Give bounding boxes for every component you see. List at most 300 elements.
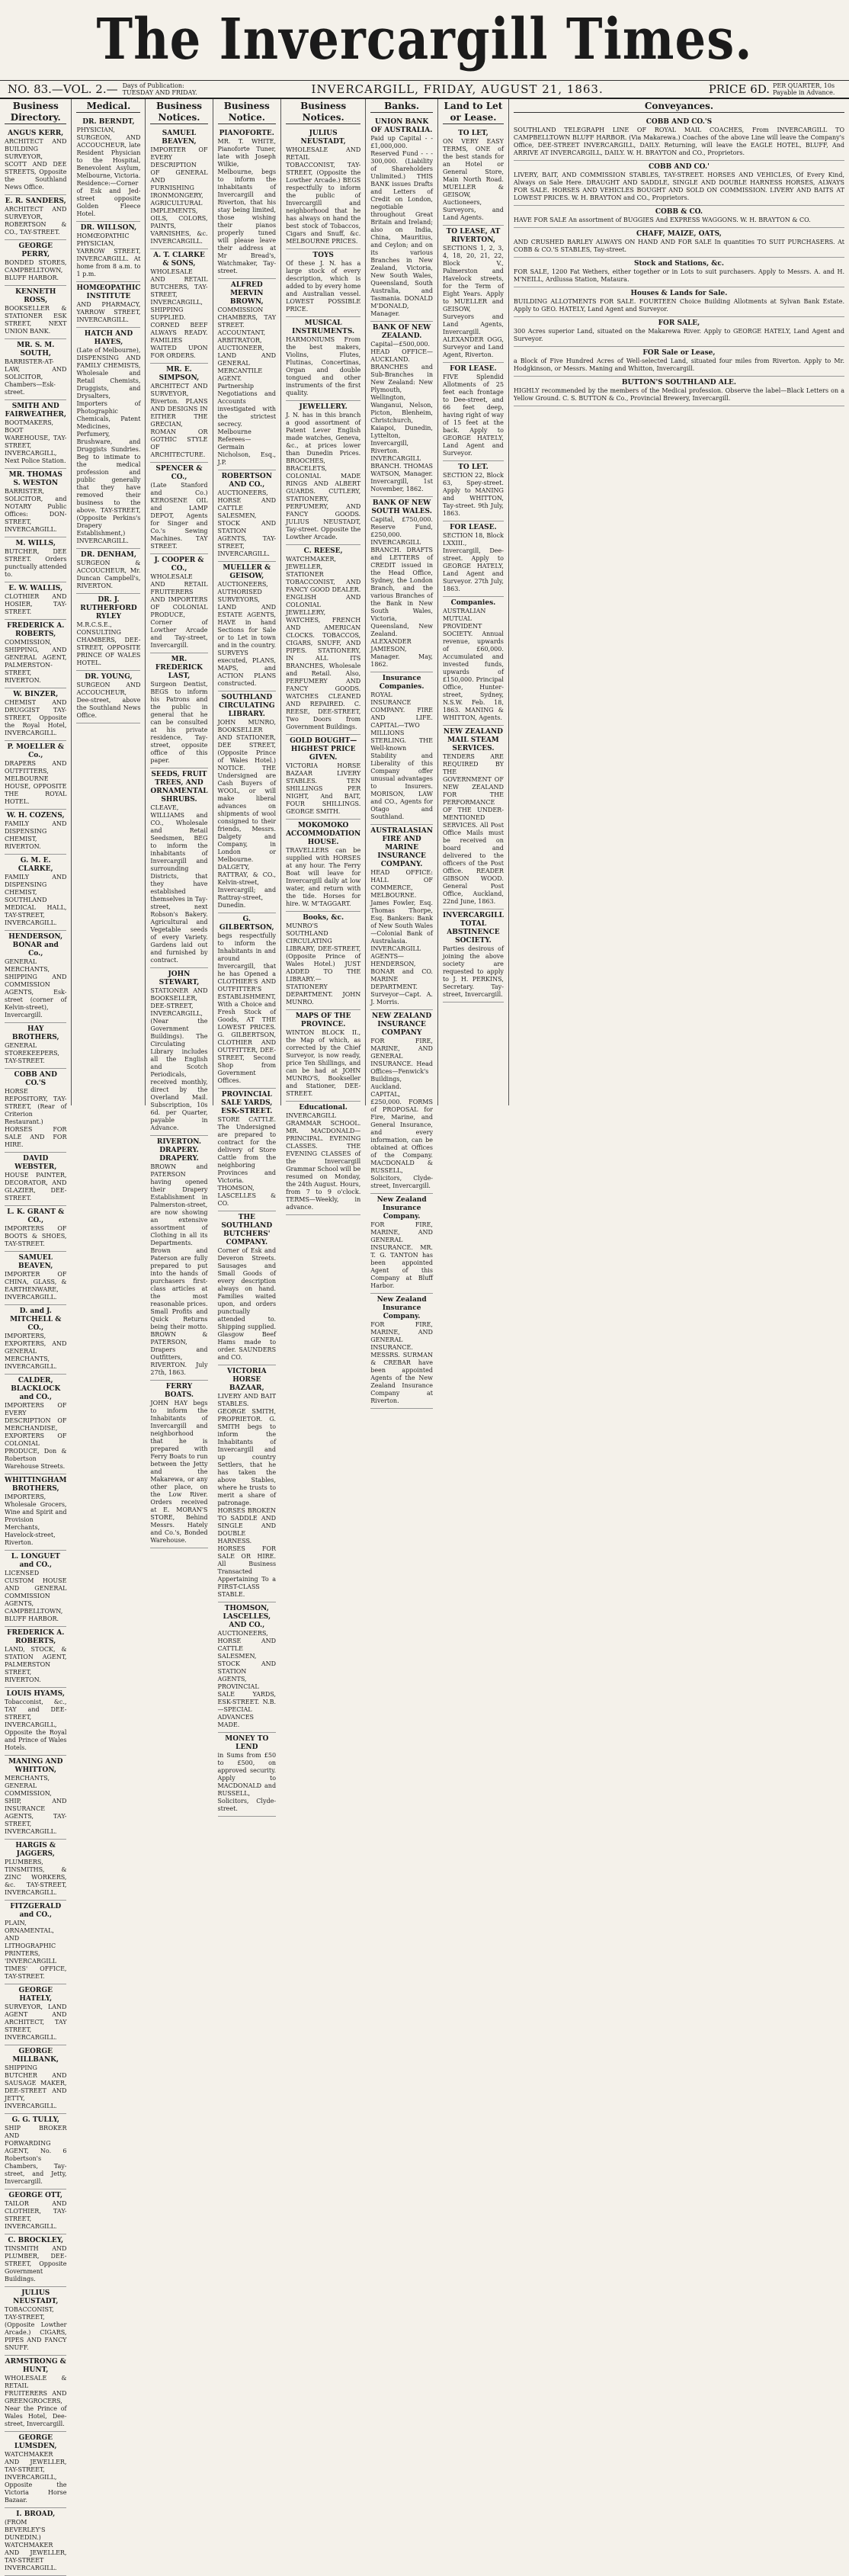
advertisement-title: E. R. SANDERS, bbox=[5, 197, 66, 205]
advertisement bbox=[443, 226, 504, 363]
advertisement-title: FITZGERALD and CO., bbox=[10, 1903, 62, 1919]
advertisement bbox=[5, 2189, 66, 2234]
advertisement bbox=[514, 206, 844, 228]
advertisement-body: BONDED STORES, CAMPBELLTOWN, BLUFF HARBOR. bbox=[5, 259, 67, 281]
advertisement bbox=[5, 1023, 66, 1069]
advertisement-body: HIGHLY recommended by the members of the Medical profession. Observe the label—Black Letters on a Yellow Ground. C. S. BUTTON & Co., Provincial Brewery, Invercargill. bbox=[513, 387, 844, 402]
advertisement-body: SHIPPING BUTCHER AND SAUSAGE MAKER, DEE-STREET AND JETTY, INVERCARGILL. bbox=[5, 2064, 67, 2109]
price: PRICE 6D. bbox=[708, 82, 770, 96]
advertisement bbox=[218, 1089, 277, 1211]
advertisement-title: DAVID WEBSTER, bbox=[14, 1155, 57, 1171]
advertisement bbox=[218, 1602, 277, 1733]
advertisement-title: INVERCARGILL TOTAL ABSTINENCE SOCIETY. bbox=[442, 912, 504, 945]
advertisement-title: DR. WILLSON, bbox=[80, 224, 137, 232]
advertisement-title: COBB AND CO.'S bbox=[646, 118, 713, 126]
advertisement-title: A. T. CLARKE & SONS, bbox=[153, 252, 205, 268]
column-6 bbox=[366, 99, 438, 1404]
advertisement-body: IMPORTERS, Wholesale Grocers, Wine and Spirit and Provision Merchants, Havelock-street, Riverton. bbox=[5, 1493, 67, 1546]
advertisement bbox=[5, 2508, 66, 2576]
advertisement bbox=[286, 735, 360, 820]
advertisement bbox=[286, 1102, 360, 1215]
advertisement bbox=[5, 2287, 66, 2356]
advertisement-body: TENDERS ARE REQUIRED BY THE GOVERNMENT OF NEW ZEALAND FOR THE PERFORMANCE OF THE UNDER-MENTIONED SERVICES. All Post Office Mails must be received on board and delivered to the officers of the Post Office. READER GIBSON WOOD. General Post Office, Auckland, 22nd June, 1863. bbox=[442, 753, 504, 905]
advertisement bbox=[150, 653, 207, 768]
advertisement-body: Corner of Esk and Deveron Streets. Sausages and Small Goods of every description always on hand. Families waited upon, and orders punctually attended to. Shipping supplied. Glasgow Beef Hams made to order. SAUNDERS and CO. bbox=[217, 1247, 277, 1361]
advertisement-body: MR. T. WHITE, Pianoforte Tuner, late with Joseph Wilkie, Melbourne, begs to inform the inhabitants of Invercargill and Riverton, that his stay being limited, those wishing their pianos properly tuned will please leave their address at Mr Bread's, Watchmaker, Tay-street. bbox=[217, 138, 277, 274]
advertisement-body: IMPORTER OF EVERY DESCRIPTION OF GENERAL AND FURNISHING IRONMONGERY, AGRICULTURAL IMPLEMENTS, OILS, COLORS, PAINTS, VARNISHES, &c. INVERCARGILL. bbox=[150, 146, 208, 245]
advertisement-body: BARRISTER-AT-LAW, AND SOLICITOR, Chambers—Esk-street. bbox=[5, 358, 67, 396]
advertisement bbox=[5, 1984, 66, 2045]
advertisement-title: New Zealand Insurance Company. bbox=[376, 1196, 427, 1221]
advertisement-title: COBB & CO. bbox=[655, 208, 703, 216]
advertisement-title: ROBERTSON AND CO., bbox=[221, 473, 272, 489]
advertisement bbox=[286, 1010, 360, 1102]
advertisement-body: Capital—£500,000. HEAD OFFICE—AUCKLAND. BRANCHES and Sub-Branches in New Zealand: New Plymouth, Wellington, Wanganui, Nelson, Picton, Blenheim, Christchurch, Kaiapoi, Dunedin, Lyttelton, Invercargill, Riverton. INVERCARGILL BRANCH. THOMAS WATSON, Manager. Invercargill, 1st November, 1862. bbox=[370, 341, 433, 492]
advertisement-body: WHOLESALE & RETAIL FRUITERERS AND GREENGROCERS, Near the Prince of Wales Hotel, Dee-street, Invercargill. bbox=[5, 2375, 67, 2427]
advertisement bbox=[370, 1194, 433, 1294]
advertisement-body: begs respectfully to inform the Inhabitants in and around Invercargill, that he has Opened a CLOTHIER'S AND OUTFITTER'S ESTABLISHMENT, With a Choice and Fresh Stock of Goods, AT THE LOWEST PRICES. G. GILBERTSON, CLOTHIER AND OUTFITTER, DEE-STREET, Second Shop from Government Offices. bbox=[217, 932, 277, 1084]
advertisement-body: SURGEON AND ACCOUCHEUR, Dee-street, above the Southland News Office. bbox=[76, 682, 141, 719]
advertisement bbox=[5, 1756, 66, 1840]
advertisement-body: ROYAL INSURANCE COMPANY. FIRE AND LIFE. CAPITAL—TWO MILLIONS STERLING. THE Well-known Stability and Liberality of this Company offer unusual advantages to Insurers. MORISON, LAW and CO., Agents for Otago and Southland. bbox=[370, 691, 433, 820]
advertisement-body: LIVERY, BAIT, AND COMMISSION STABLES, TAY-STREET. HORSES AND VEHICLES, Of Every Kind, Always on Sale Here. DRAUGHT AND SADDLE, SINGLE AND DOUBLE HARNESS HORSES, ALWAYS FOR SALE. HORSES AND VEHICLES BOUGHT AND SOLD ON COMMISSION. LIVERY AND BAITS AT LOWEST PRICES. W. H. BRAYTON and CO., Proprietors. bbox=[513, 172, 844, 201]
advertisement bbox=[5, 855, 66, 931]
advertisement-title: DR. YOUNG, bbox=[85, 673, 133, 681]
advertisement-title: FOR Sale or Lease, bbox=[642, 349, 716, 357]
newspaper-title: The Invercargill Times. bbox=[96, 7, 753, 73]
advertisement-body: FOR FIRE, MARINE, AND GENERAL INSURANCE. Head Offices—Fenwick's Buildings, Auckland. CAPITAL, £250,000. FORMS of PROPOSAL for Fire, Marine, and General Insurance, and every information, can be obtained at Offices of the Company. MACDONALD & RUSSELL, Solicitors, Clyde-street, Invercargill. bbox=[370, 1038, 433, 1189]
advertisement-title: MONEY TO LEND bbox=[225, 1735, 269, 1751]
advertisement-title: BANK OF NEW ZEALAND. bbox=[372, 324, 431, 340]
advertisement-body: AUCTIONEERS, HORSE AND CATTLE SALESMEN, STOCK AND STATION AGENTS, TAY-STREET, INVERCARGILL. bbox=[217, 489, 277, 557]
advertisement-body: WATCHMAKER AND JEWELLER, TAY-STREET, INVERCARGILL, Opposite the Victoria Horse Bazaar. bbox=[5, 2451, 67, 2504]
advertisement-title: AUSTRALASIAN FIRE AND MARINE INSURANCE COMPANY. bbox=[370, 827, 433, 868]
advertisement-title: FREDERICK A. ROBERTS, bbox=[7, 622, 65, 638]
advertisement bbox=[5, 741, 66, 810]
advertisement bbox=[5, 469, 66, 537]
advertisement bbox=[514, 228, 844, 258]
advertisement-title: SAMUEL BEAVEN, bbox=[18, 1254, 53, 1270]
advertisement-title: G. G. TULLY, bbox=[11, 2116, 59, 2124]
advertisement bbox=[514, 258, 844, 287]
advertisement-title: MR. E. SIMPSON, bbox=[159, 366, 200, 382]
advertisement-body: CLOTHIER AND HOSIER, TAY-STREET. bbox=[5, 593, 67, 615]
advertisement bbox=[443, 461, 504, 521]
advertisement-body: WATCHMAKER, JEWELLER, STATIONER TOBACCONIST, AND FANCY GOOD DEALER. ENGLISH AND COLONIAL JEWELLERY, WATCHES, FRENCH AND AMERICAN CLOCKS. TOBACCOS, CIGARS, SNUFF, AND PIPES. STATIONERY, IN ALL ITS BRANCHES, Wholesale and Retail. Also, PERFUMERY AND FANCY GOODS. WATCHES CLEANED AND REPAIRED. C. REESE, DEE-STREET, Two Doors from Government Buildings. bbox=[286, 556, 361, 730]
advertisement-body: BARRISTER, SOLICITOR, and NOTARY Public Offices: DON-STREET, INVERCARGILL. bbox=[5, 488, 67, 533]
advertisement-body: Paid up Capital - - £1,000,000. Reserved Fund - - - 300,000. (Liability of Shareholders Unlimited.) THIS BANK issues Drafts and Letters of Credit on London, negotiable throughout Great Britain and Ireland; also on India, China, Mauritius, and Ceylon; and on its various Branches in New Zealand, Victoria, New South Wales, Queensland, South Australia, and Tasmania. DONALD M'DONALD, Manager. bbox=[370, 135, 433, 317]
advertisement bbox=[5, 2114, 66, 2189]
advertisement-body: (Late Stanford and Co.) KEROSENE OIL and LAMP DEPOT, Agents for Singer and Co.'s Sewing Machines. TAY STREET. bbox=[150, 482, 208, 550]
advertisement bbox=[150, 364, 207, 463]
advertisement bbox=[76, 671, 140, 723]
advertisement-body: TOBACCONIST, TAY-STREET, (Opposite Lowther Arcade.) CIGARS, PIPES AND FANCY SNUFF. bbox=[5, 2306, 67, 2351]
advertisement-title: FERRY BOATS. bbox=[164, 1383, 194, 1399]
advertisement-body: BOOKSELLER & STATIONER ESK STREET, NEXT UNION BANK. bbox=[5, 305, 67, 335]
advertisement-title: Books, &c. bbox=[303, 914, 344, 922]
advertisement-body: IMPORTERS OF BOOTS & SHOES, TAY-STREET. bbox=[5, 1225, 67, 1247]
advertisement bbox=[5, 1069, 66, 1153]
advertisement-title: JEWELLERY. bbox=[299, 403, 348, 411]
advertisement-title: SPENCER & CO., bbox=[155, 465, 203, 481]
publication-days: Days of Publication: TUESDAY AND FRIDAY. bbox=[122, 82, 197, 96]
advertisement bbox=[443, 521, 504, 597]
advertisement bbox=[150, 463, 207, 554]
advertisement-body: JOHN HAY begs to inform the Inhabitants of Invercargill and neighborhood that he is prepared with Ferry Boats to run between the Jetty and the Makarewa, or any other place, on the Low River. Orders received at E. MORAN'S STORE, Behind Messrs. Hately and Co.'s, Bonded Warehouse. bbox=[150, 1400, 208, 1544]
column-heading: Business Notice. bbox=[218, 101, 277, 124]
advertisement bbox=[218, 470, 277, 562]
advertisement bbox=[286, 127, 360, 249]
place-and-date: INVERCARGILL, FRIDAY, AUGUST 21, 1863. bbox=[311, 82, 604, 96]
advertisement bbox=[5, 810, 66, 855]
advertisement-body: SECTIONS 1, 2, 3, 4, 18, 20, 21, 22, Block V., Palmerston and Havelock streets, for the Term of Eight Years. Apply to MUELLER and GEISOW, Surveyors and Land Agents, Invercargill. ALEXANDER OGG, Surveyor and Land Agent, Riverton. bbox=[442, 245, 504, 358]
advertisement-title: DR. DENHAM, bbox=[80, 551, 136, 559]
advertisement-title: I. BROAD, bbox=[16, 2510, 56, 2518]
advertisement-title: JULIUS NEUSTADT, bbox=[13, 2289, 59, 2305]
advertisement-title: MAPS OF THE PROVINCE. bbox=[295, 1012, 351, 1028]
advertisement-title: HOMŒOPATHIC INSTITUTE bbox=[76, 284, 141, 300]
advertisement-body: STORE CATTLE. The Undersigned are prepared to contract for the delivery of Store Cattle from the neighboring Provinces and Victoria. THOMSON, LASCELLES & CO. bbox=[217, 1116, 277, 1207]
column-5 bbox=[281, 99, 366, 1211]
advertisement-body: CLEAVE, WILLIAMS and CO., Wholesale and Retail Seedsmen, BEG to inform the inhabitants of Invercargill and surrounding Districts, that they have established themselves in Tay-street, next Robson's Bakery. Agricultural and Vegetable seeds of every Variety. Gardens laid out and furnished by contract. bbox=[150, 804, 208, 964]
advertisement-body: MERCHANTS, GENERAL COMMISSION, SHIP, AND INSURANCE AGENTS, TAY-STREET, INVERCARGILL. bbox=[5, 1775, 67, 1835]
advertisement bbox=[370, 1010, 433, 1194]
advertisement bbox=[218, 1733, 277, 1817]
advertisement-body: JOHN MUNRO, BOOKSELLER AND STATIONER, DEE STREET, (Opposite Prince of Wales Hotel.) NOTICE. THE Undersigned are Cash Buyers of WOOL, or will make liberal advances on shipments of wool consigned to their friends, Messrs. Dalgety and Company, in London or Melbourne. DALGETY, RATTRAY, & CO., Kelvin-street, Invercargill; and Rattray-street, Dunedin. bbox=[217, 719, 277, 909]
advertisement-body: AND PHARMACY, YARROW STREET, INVERCARGILL. bbox=[76, 301, 141, 323]
advertisement-title: MOKOMOKO ACCOMMODATION HOUSE. bbox=[286, 822, 361, 846]
advertisement bbox=[76, 282, 140, 328]
advertisement bbox=[76, 594, 140, 671]
advertisement-title: SOUTHLAND CIRCULATING LIBRARY. bbox=[219, 694, 275, 718]
advertisement-body: FOR FIRE, MARINE, AND GENERAL INSURANCE. MR. T. G. TANTON has been appointed Agent of this Company at Bluff Harbor. bbox=[370, 1221, 433, 1289]
advertisement-body: ARCHITECT AND BUILDING SURVEYOR, SCOTT AND DEE STREETS, Opposite the Southland News Office. bbox=[5, 138, 67, 191]
advertisement-title: HATCH AND HAYES, bbox=[84, 330, 133, 346]
advertisement-body: WHOLESALE AND RETAIL FRUITERERS AND IMPORTERS OF COLONIAL PRODUCE, Corner of Lowther Arcade and Tay-street, Invercargill. bbox=[150, 573, 208, 649]
advertisement-title: KENNETH ROSS, bbox=[15, 288, 56, 304]
advertisement bbox=[286, 545, 360, 735]
advertisement bbox=[218, 913, 277, 1089]
advertisement-body: STATIONER AND BOOKSELLER, DEE-STREET, INVERCARGILL, (Near the Government Buildings). The Circulating Library includes all the English and Scotch Periodicals, received monthly, direct by the Overland Mail. Subscription, 10s 6d. per Quarter, payable in Advance. bbox=[150, 987, 208, 1131]
advertisement-body: TAILOR AND CLOTHIER, TAY-STREET, INVERCARGILL. bbox=[5, 2200, 67, 2230]
advertisement-title: DR. BERNDT, bbox=[82, 118, 135, 126]
issue-number: NO. 83.—VOL. 2.— bbox=[8, 82, 118, 96]
advertisement-body: Parties desirous of joining the above society are requested to apply to J. H. PERKINS, Secretary. Tay-street, Invercargill. bbox=[442, 945, 504, 998]
advertisement bbox=[370, 1294, 433, 1409]
advertisement-title: ARMSTRONG & HUNT, bbox=[5, 2358, 66, 2374]
advertisement-title: GEORGE PERRY, bbox=[18, 242, 53, 258]
advertisement-title: TO LEASE, AT RIVERTON, bbox=[446, 228, 501, 244]
advertisement bbox=[5, 286, 66, 339]
advertisement-title: VICTORIA HORSE BAZAAR, bbox=[227, 1368, 267, 1392]
advertisement-title: CHAFF, MAIZE, OATS, bbox=[636, 230, 722, 238]
advertisement-title: THE SOUTHLAND BUTCHERS' COMPANY. bbox=[221, 1214, 273, 1246]
advertisement bbox=[218, 127, 277, 279]
advertisement-body: INVERCARGILL GRAMMAR SCHOOL. MR. MACDONALD—PRINCIPAL. EVENING CLASSES. THE EVENING CLASSES of the Invercargill Grammar School will be resumed on Monday, the 24th August. Hours, from 7 to 9 o'clock. TERMS—Weekly, in advance. bbox=[286, 1112, 361, 1211]
advertisement bbox=[443, 909, 504, 1002]
advertisement bbox=[76, 222, 140, 282]
advertisement bbox=[5, 1627, 66, 1688]
advertisement bbox=[218, 1211, 277, 1365]
advertisement-body: FIVE Splendid Allotments of 25 feet each frontage to Dee-street, and 66 feet deep, having right of way of 15 feet at the back. Apply to GEORGE HATELY, Land Agent and Surveyor. bbox=[442, 374, 504, 457]
advertisement-title: THOMSON, LASCELLES, AND CO., bbox=[223, 1605, 271, 1629]
advertisement-body: HORSE REPOSITORY, TAY-STREET, (Rear of Criterion Restaurant.) HORSES FOR SALE AND FOR HIRE. bbox=[5, 1088, 67, 1148]
advertisement-body: GENERAL STOREKEEPERS, TAY-STREET. bbox=[5, 1042, 59, 1064]
advertisement-title: GOLD BOUGHT—HIGHEST PRICE GIVEN. bbox=[290, 737, 357, 762]
advertisement-title: CALDER, BLACKLOCK and CO., bbox=[11, 1377, 61, 1401]
advertisement bbox=[5, 620, 66, 688]
advertisement-body: LICENSED CUSTOM HOUSE AND GENERAL COMMISSION AGENTS, CAMPBELLTOWN, BLUFF HARBOR. bbox=[5, 1570, 67, 1622]
column-heading: Conveyances. bbox=[514, 101, 844, 113]
advertisement-title: COBB AND CO.'S bbox=[14, 1071, 57, 1087]
advertisement-title: SMITH AND FAIRWEATHER, bbox=[5, 403, 66, 419]
advertisement-title: MANING AND WHITTON, bbox=[8, 1758, 63, 1774]
advertisement bbox=[5, 1206, 66, 1252]
advertisement-body: LIVERY AND BAIT STABLES. GEORGE SMITH, PROPRIETOR. G. SMITH begs to inform the Inhabitants of Invercargill and up country Settlers, that he has taken the above Stables, where he trusts to merit a share of patronage. HORSES BROKEN TO SADDLE AND SINGLE AND DOUBLE HARNESS. HORSES FOR SALE OR HIRE. All Business Transacted Appertaining To a FIRST-CLASS STABLE. bbox=[217, 1393, 277, 1598]
advertisement-title: LOUIS HYAMS, bbox=[6, 1690, 65, 1698]
advertisement bbox=[286, 317, 360, 401]
advertisement-title: G. M. E. CLARKE, bbox=[18, 857, 53, 873]
advertisement-body: ARCHITECT AND SURVEYOR, Riverton. PLANS AND DESIGNS IN EITHER THE GRECIAN, ROMAN OR GOTHIC STYLE OF ARCHITECTURE. bbox=[150, 383, 208, 458]
advertisement bbox=[5, 1901, 66, 1984]
advertisement-title: SEEDS, FRUIT TREES, AND ORNAMENTAL SHRUBS. bbox=[150, 771, 208, 804]
advertisement-body: TRAVELLERS can be supplied with HORSES at any hour. The Ferry Boat will leave for Invercargill daily at low water, and return with the tide. Horses for hire. W. M'TAGGART. bbox=[286, 847, 361, 907]
advertisement-title: FOR LEASE. bbox=[450, 524, 497, 531]
advertisement-body: AUCTIONEERS, AUTHORISED SURVEYORS, LAND AND ESTATE AGENTS, HAVE in hand Sections for Sale or to Let in town and in the country. SURVEYS executed, PLANS, MAPS, and ACTION PLANS constructed. bbox=[217, 581, 277, 687]
advertisement bbox=[218, 1365, 277, 1602]
subscription-terms: PER QUARTER, 10s Payable in Advance. bbox=[773, 82, 835, 96]
advertisement-title: D. and J. MITCHELL & CO., bbox=[10, 1307, 62, 1332]
advertisement-title: NEW ZEALAND MAIL STEAM SERVICES. bbox=[443, 728, 503, 752]
advertisement-title: TO LET, bbox=[458, 130, 489, 137]
advertisement-body: PLUMBERS, TINSMITHS, & ZINC WORKERS, &c. TAY-STREET, INVERCARGILL. bbox=[5, 1859, 67, 1896]
dateline bbox=[0, 81, 849, 99]
advertisement-body: Tobacconist, &c., TAY and DEE-STREET, INVERCARGILL, Opposite the Royal and Prince of Wales Hotels. bbox=[5, 1699, 67, 1751]
advertisement-body: PHYSICIAN, SURGEON, AND ACCOUCHEUR, late Resident Physician to the Hospital, Benevolent Asylum, Melbourne, Victoria. Residence:—Corner of Esk and Jed-street opposite Golden Fleece Hotel. bbox=[76, 127, 141, 217]
advertisement-body: TINSMITH AND PLUMBER, DEE-STREET, Opposite Government Buildings. bbox=[5, 2245, 67, 2282]
advertisement-body: CHEMIST AND DRUGGIST TAY-STREET, Opposite the Royal Hotel, INVERCARGILL. bbox=[5, 699, 67, 736]
advertisement bbox=[150, 1381, 207, 1548]
advertisement-body: J. N. has in this branch a good assortment of Patent Lever English made watches, Geneva, &c., at prices lower than Dunedin Prices. BROOCHES, BRACELETS, COLONIAL MADE RINGS AND ALBERT GUARDS. CUTLERY, STATIONERY, PERFUMERY, AND FANCY GOODS. JULIUS NEUSTADT, Tay-street. Opposite the Lowther Arcade. bbox=[286, 412, 361, 541]
advertisement bbox=[76, 116, 140, 222]
advertisement bbox=[150, 554, 207, 653]
advertisement-body: a Block of Five Hundred Acres of Well-selected Land, situated four miles from Riverton. Apply to Mr. Hodgkinson, or Messrs. Maning and Whitton, Invercargill. bbox=[513, 358, 844, 372]
advertisement-title: RIVERTON. DRAPERY. DRAPERY. bbox=[156, 1138, 202, 1163]
advertisement-title: HENDERSON, BONAR and Co., bbox=[8, 933, 63, 958]
advertisement-body: SECTION 22, Block 63, Spey-street. Apply to MANING and WHITTON, Tay-street. 9th July, 1863. bbox=[442, 472, 504, 517]
advertisement-title: HAY BROTHERS, bbox=[11, 1025, 59, 1041]
advertisement-body: DRAPERS AND OUTFITTERS, MELBOURNE HOUSE, OPPOSITE THE ROYAL HOTEL. bbox=[5, 760, 67, 805]
advertisement-title: New Zealand Insurance Company. bbox=[376, 1296, 427, 1320]
advertisement bbox=[286, 401, 360, 545]
advertisement bbox=[443, 363, 504, 461]
advertisement-title: DR. J. RUTHERFORD RYLEY bbox=[80, 596, 137, 621]
advertisement-title: UNION BANK OF AUSTRALIA. bbox=[370, 118, 433, 134]
advertisement bbox=[5, 688, 66, 741]
advertisement bbox=[218, 562, 277, 691]
advertisement-title: FOR SALE, bbox=[658, 319, 700, 327]
advertisement-title: Stock and Stations, &c. bbox=[633, 260, 724, 268]
advertisement bbox=[370, 116, 433, 322]
advertisement-body: ARCHITECT AND SURVEYOR, ROBERTSON & CO., TAY-STREET. bbox=[5, 206, 67, 236]
column-3 bbox=[146, 99, 213, 1544]
advertisement-body: HOMŒOPATHIC PHYSICIAN, YARROW STREET, INVERCARGILL. At home from 8 a.m. to 1 p.m. bbox=[76, 233, 141, 277]
advertisement bbox=[5, 240, 66, 286]
advertisement bbox=[5, 339, 66, 400]
advertisement bbox=[150, 249, 207, 364]
advertisement-body: WHOLESALE AND RETAIL BUTCHERS, TAY-STREET, INVERCARGILL, SHIPPING SUPPLIED. CORNED BEEF ALWAYS READY. FAMILIES WAITED UPON FOR ORDERS. bbox=[150, 268, 208, 359]
advertisement-title: FOR LEASE. bbox=[450, 365, 497, 373]
advertisement-title: L. LONGUET and CO., bbox=[11, 1553, 60, 1569]
advertisement bbox=[5, 537, 66, 582]
advertisement bbox=[5, 195, 66, 240]
advertisement-body: HOUSE PAINTER, DECORATOR, AND GLAZIER, DEE-STREET. bbox=[5, 1172, 67, 1201]
advertisement bbox=[443, 597, 504, 726]
advertisement-title: HARGIS & JAGGERS, bbox=[15, 1842, 56, 1858]
advertisement-title: M. WILLS, bbox=[15, 540, 56, 547]
advertisement-body: HARMONIUMS From the best makers, Violins, Flutes, Flutinas, Concertinas, Organ and double tongued and other instruments of the first quality. bbox=[286, 336, 361, 396]
advertisement-title: GEORGE LUMSDEN, bbox=[14, 2434, 57, 2450]
advertisement-body: ON VERY EASY TERMS, ONE of the best stands for an Hotel or General Store, Main North Road. MUELLER & GEISOW, Auctioneers, Surveyors, and Land Agents. bbox=[442, 138, 504, 221]
advertisement bbox=[5, 1551, 66, 1627]
advertisement bbox=[5, 931, 66, 1023]
advertisement-title: P. MOELLER & Co., bbox=[7, 743, 64, 759]
advertisement bbox=[514, 161, 844, 206]
advertisement-body: in Sums from £50 to £500, on approved security. Apply to MACDONALD and RUSSELL, Solicitors, Clyde-street. bbox=[217, 1752, 277, 1812]
column-heading: Business Directory. bbox=[5, 101, 66, 124]
advertisement-body: SECTION 18, Block LXXIII., Invercargill, Dee-street. Apply to GEORGE HATELY, Land Agent and Surveyor. 27th July, 1863. bbox=[442, 532, 504, 592]
advertisement bbox=[5, 1153, 66, 1206]
advertisement-body: AUSTRALIAN MUTUAL PROVIDENT SOCIETY. Annual revenue, upwards of £60,000. Accumulated and invested funds, upwards of £150,000. Principal Office, Hunter-street, Sydney, N.S.W. Feb. 18, 1863. MANING & WHITTON, Agents. bbox=[442, 608, 504, 721]
advertisement bbox=[5, 127, 66, 195]
advertisement-title: JOHN STEWART, bbox=[159, 970, 200, 986]
advertisement-title: G. GILBERTSON, bbox=[219, 916, 274, 932]
column-7 bbox=[438, 99, 509, 1105]
advertisement bbox=[370, 322, 433, 497]
advertisement-title: ANGUS KERR, bbox=[8, 130, 64, 137]
advertisement-title: W. BINZER, bbox=[13, 691, 59, 698]
advertisement bbox=[5, 1305, 66, 1375]
advertisement-body: AND CRUSHED BARLEY ALWAYS ON HAND AND FOR SALE In quantities TO SUIT PURCHASERS. At COBB & CO.'S STABLES, Tay-street. bbox=[513, 239, 844, 253]
advertisement-title: Educational. bbox=[299, 1104, 348, 1112]
advertisement-title: BANK OF NEW SOUTH WALES. bbox=[371, 499, 432, 515]
advertisement-title: MUELLER & GEISOW, bbox=[223, 564, 271, 580]
advertisement-title: FREDERICK A. ROBERTS, bbox=[7, 1629, 65, 1645]
advertisement-title: Companies. bbox=[450, 599, 496, 607]
advertisement-title: J. COOPER & CO., bbox=[154, 557, 204, 573]
column-heading: Medical. bbox=[76, 101, 140, 113]
advertisement bbox=[443, 726, 504, 909]
advertisement-title: TO LET. bbox=[458, 464, 489, 471]
advertisement bbox=[443, 127, 504, 226]
advertisement-title: Houses & Lands for Sale. bbox=[630, 290, 728, 297]
advertisement-body: FOR FIRE, MARINE, AND GENERAL INSURANCE. MESSRS. SURMAN & CREBAR have been appointed Agents of the New Zealand Insurance Company at Riverton. bbox=[370, 1321, 433, 1404]
advertisement-body: (Late of Melbourne), DISPENSING AND FAMILY CHEMISTS, Wholesale and Retail Chemists, Druggists, and Drysalters, Importers of Photographic Chemicals, Patent Medicines, Perfumery, Brushware, and Druggists Sundries. Beg to intimate to the medical profession and public generally that they have removed their business to the above. TAY-STREET, (Opposite Perkins's Drapery Establishment,) INVERCARGILL. bbox=[76, 347, 141, 544]
advertisement bbox=[514, 317, 844, 347]
advertisement-body: BOOTMAKERS, BOOT WAREHOUSE, TAY-STREET, INVERCARGILL, Next Police Station. bbox=[5, 419, 67, 464]
advertisement-body: MUNRO'S SOUTHLAND CIRCULATING LIBRARY, DEE-STREET, (Opposite Prince of Wales Hotel.) JUST ADDED TO THE LIBRARY.—STATIONERY DEPARTMENT. JOHN MUNRO. bbox=[286, 922, 361, 1006]
advertisement-body: FOR SALE, 1200 Fat Wethers, either together or in Lots to suit purchasers. Apply to Messrs. A. and H. M'NEILL, Ardlussa Station, Mataura. bbox=[513, 268, 844, 283]
advertisement-body: IMPORTERS, EXPORTERS, AND GENERAL MERCHANTS, INVERCARGILL. bbox=[5, 1333, 67, 1370]
column-heading: Land to Let or Lease. bbox=[444, 101, 503, 123]
advertisement bbox=[286, 249, 360, 317]
advertisement-title: GEORGE HATELY, bbox=[18, 1987, 53, 2003]
advertisement-body: IMPORTER OF CHINA, GLASS, & EARTHENWARE, INVERCARGILL. bbox=[5, 1271, 67, 1301]
column-1 bbox=[0, 99, 72, 2571]
column-2 bbox=[72, 99, 146, 1105]
advertisement-title: PIANOFORTE. bbox=[219, 130, 274, 137]
advertisement bbox=[5, 582, 66, 620]
columns bbox=[0, 99, 849, 2571]
advertisement bbox=[514, 377, 844, 406]
column-heading: Business Notices. bbox=[286, 101, 360, 124]
advertisement-title: E. W. WALLIS, bbox=[8, 585, 63, 592]
advertisement bbox=[150, 768, 207, 968]
advertisement bbox=[514, 347, 844, 377]
advertisement-title: MR. S. M. SOUTH, bbox=[17, 342, 55, 358]
advertisement bbox=[5, 2356, 66, 2432]
advertisement-title: WHITTINGHAM BROTHERS, bbox=[5, 1477, 67, 1493]
advertisement bbox=[76, 328, 140, 549]
advertisement-body: SOUTHLAND TELEGRAPH LINE OF ROYAL MAIL COACHES, From INVERCARGILL TO CAMPBELLTOWN BLUFF HARBOR. (Via Makarewa.) Coaches of the above Line will leave the Company's Office, DEE-STREET INVERCARGILL, DAILY. Returning, will leave the EAGLE HOTEL, BLUFF, And ARRIVE AT INVERCARGILL, DAILY. W. H. BRAYTON and CO., Proprietors. bbox=[513, 127, 844, 156]
advertisement-body: GENERAL MERCHANTS, SHIPPING AND COMMISSION AGENTS, Esk-street (corner of Kelvin-street), Invercargill. bbox=[5, 958, 67, 1019]
advertisement-body: HAVE FOR SALE An assortment of BUGGIES And EXPRESS WAGGONS. W. H. BRAYTON & CO. bbox=[513, 217, 811, 223]
advertisement bbox=[370, 825, 433, 1010]
advertisement-body: SHIP BROKER AND FORWARDING AGENT, No. 6 Robertson's Chambers, Tay-street, and Jetty, Invercargill. bbox=[5, 2125, 67, 2185]
advertisement bbox=[218, 691, 277, 913]
advertisement bbox=[514, 116, 844, 161]
advertisement-body: Of these J. N. has a large stock of every description, which is added to by every home and Australian vessel. LOWEST POSSIBLE PRICE. bbox=[286, 260, 361, 313]
advertisement-body: (FROM BEVERLEY'S DUNEDIN.) WATCHMAKER AND JEWELLER, TAY-STREET INVERCARGILL. bbox=[5, 2519, 67, 2571]
advertisement-title: NEW ZEALAND INSURANCE COMPANY bbox=[372, 1012, 432, 1037]
advertisement-title: TOYS bbox=[312, 252, 334, 259]
advertisement-title: C. REESE, bbox=[303, 547, 343, 555]
advertisement bbox=[5, 1840, 66, 1901]
advertisement-body: HEAD OFFICE: HALL OF COMMERCE, MELBOURNE. James Fowler, Esq. Thomas Thorpe, Esq. Bankers: Bank of New South Wales—Colonial Bank of Australasia. INVERCARGILL AGENTS—HENDERSON, BONAR and CO. MARINE DEPARTMENT. Surveyor—Capt. A. J. Morris. bbox=[370, 869, 433, 1006]
advertisement bbox=[5, 1252, 66, 1305]
advertisement bbox=[370, 497, 433, 672]
column-heading: Banks. bbox=[370, 101, 433, 113]
advertisement-title: MUSICAL INSTRUMENTS. bbox=[292, 319, 355, 335]
advertisement-body: AUCTIONEERS, HORSE AND CATTLE SALESMEN, STOCK AND STATION AGENTS, PROVINCIAL SALE YARDS, ESK-STREET. N.B.—SPECIAL ADVANCES MADE. bbox=[217, 1630, 277, 1728]
advertisement-title: GEORGE MILLBANK, bbox=[12, 2048, 59, 2064]
advertisement-body: PLAIN, ORNAMENTAL, AND LITHOGRAPHIC PRINTERS, 'INVERCARGILL TIMES' OFFICE, TAY-STREET. bbox=[5, 1920, 67, 1980]
advertisement-body: BUILDING ALLOTMENTS FOR SALE. FOURTEEN Choice Building Allotments at Sylvan Bank Estate. Apply to GEO. HATELY, Land Agent and Surveyor. bbox=[513, 298, 844, 313]
advertisement-body: Capital, £750,000. Reserve Fund, £250,000. INVERCARGILL BRANCH. DRAFTS and LETTERS of CREDIT issued in the Head Office, Sydney, the London Branch, and the various Branches of the Bank in New South Wales, Victoria, Queensland, New Zealand. ALEXANDER JAMIESON, Manager. May, 1862. bbox=[370, 516, 433, 668]
advertisement-title: PROVINCIAL SALE YARDS, ESK-STREET. bbox=[221, 1091, 273, 1115]
advertisement bbox=[150, 127, 207, 249]
advertisement bbox=[5, 2234, 66, 2287]
advertisement bbox=[150, 1136, 207, 1381]
advertisement-title: JULIUS NEUSTADT, bbox=[300, 130, 346, 146]
advertisement bbox=[150, 968, 207, 1136]
advertisement bbox=[370, 672, 433, 825]
advertisement-body: BROWN and PATERSON having opened their Drapery Establishment in Palmerston-street, are now showing an extensive assortment of Clothing in all its Departments. Brown and Paterson are fully prepared to put into the hands of purchasers first-class articles at the most reasonable prices. Small Profits and Quick Returns being their motto. BROWN & PATERSON, Drapers and Outfitters, RIVERTON. July 27th, 1863. bbox=[150, 1163, 208, 1376]
advertisement-title: GEORGE OTT, bbox=[8, 2192, 63, 2199]
column-4 bbox=[213, 99, 282, 1812]
advertisement-title: BUTTON'S SOUTHLAND ALE. bbox=[621, 379, 737, 387]
advertisement-title: Insurance Companies. bbox=[379, 675, 424, 691]
advertisement-title: SAMUEL BEAVEN, bbox=[162, 130, 197, 146]
advertisement-title: C. BROCKLEY, bbox=[8, 2237, 64, 2244]
advertisement-body: VICTORIA HORSE BAZAAR LIVERY STABLES. TEN SHILLINGS PER NIGHT, And BAIT, FOUR SHILLINGS. GEORGE SMITH. bbox=[286, 762, 361, 815]
advertisement bbox=[5, 1375, 66, 1474]
advertisement-title: ALFRED MERVIN BROWN, bbox=[229, 281, 264, 306]
advertisement bbox=[286, 820, 360, 912]
advertisement-body: M.R.C.S.E., CONSULTING CHAMBERS, DEE-STREET, OPPOSITE PRINCE OF WALES HOTEL. bbox=[76, 621, 141, 666]
advertisement bbox=[5, 400, 66, 469]
advertisement bbox=[218, 279, 277, 470]
